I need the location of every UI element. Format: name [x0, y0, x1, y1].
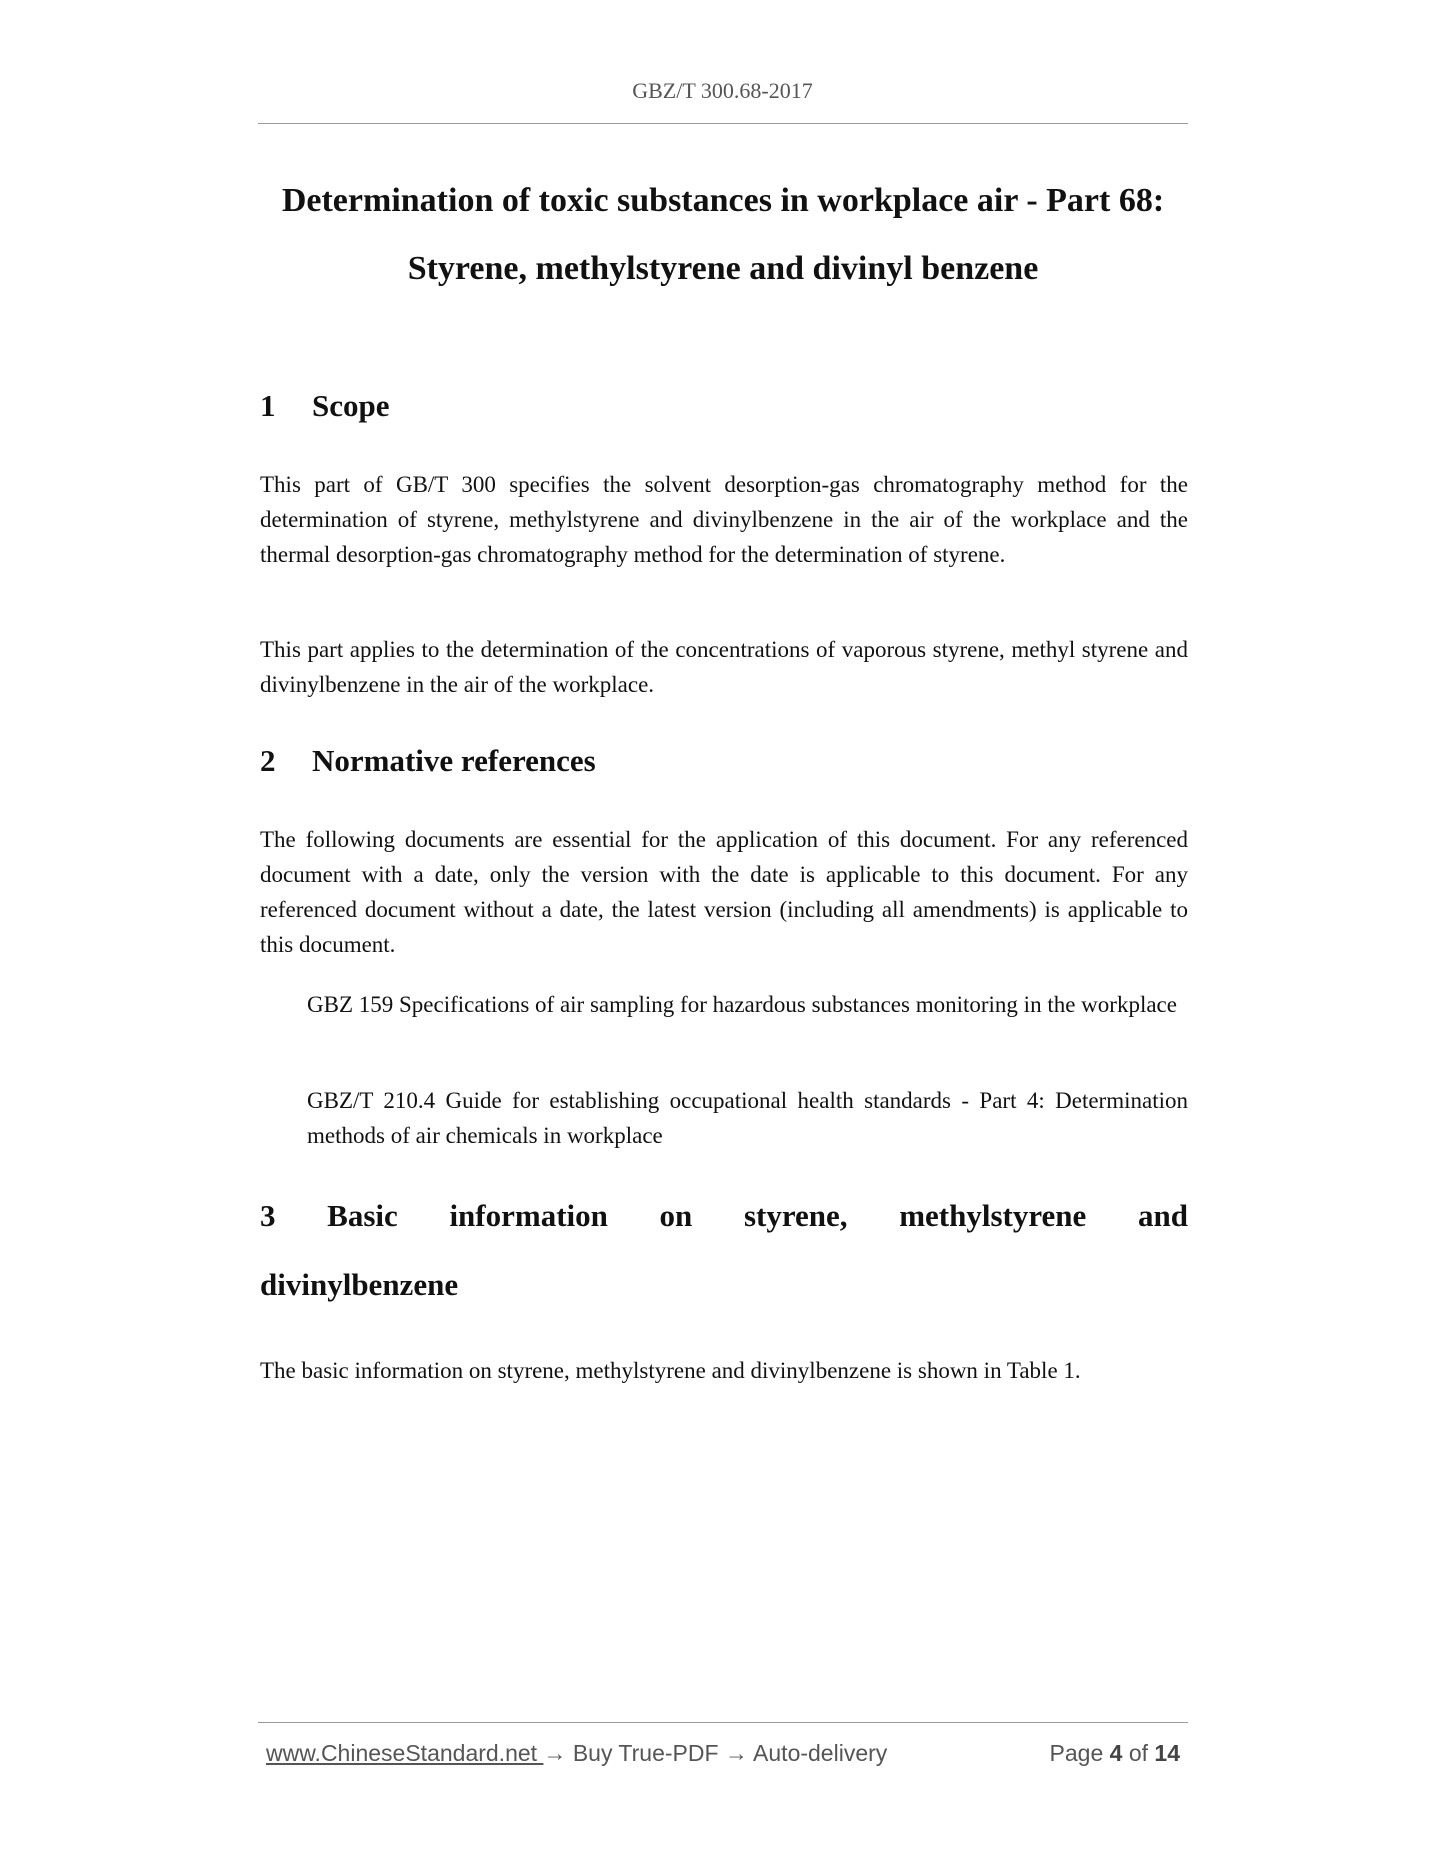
page-total: 14: [1154, 1740, 1180, 1766]
header-divider: [258, 123, 1188, 124]
document-title-line-1: Determination of toxic substances in workplace air - Part 68:: [281, 182, 1165, 219]
section-3-title-word: on: [659, 1198, 693, 1233]
footer-tagline: → Buy True-PDF → Auto-delivery: [543, 1740, 888, 1766]
section-2-paragraph-1: The following documents are essential for the application of this document. For any referenced document with a date, only the version with the date is applicable to this document. For any referenced document without a date, the latest version (including all amendments) is applicable to this document.: [260, 827, 1188, 957]
section-1-paragraph-2: This part applies to the determination of the concentrations of vaporous styrene, methyl styrene and divinylbenzene in the air of the workplace.: [260, 637, 1188, 697]
page-indicator: [1050, 1740, 1180, 1767]
reference-item: GBZ 159 Specifications of air sampling for hazardous substances monitoring in the workplace: [307, 992, 1177, 1017]
section-1-heading: [260, 388, 1188, 424]
page-of-label: of: [1128, 1740, 1149, 1766]
section-3-title-word: styrene,: [743, 1198, 848, 1233]
section-3-title-word: methylstyrene: [899, 1198, 1087, 1233]
section-1-title: Scope: [312, 388, 390, 423]
footer-divider: [258, 1722, 1188, 1723]
section-2-heading: [260, 743, 1188, 779]
section-3-title-word: information: [449, 1198, 608, 1233]
section-2-number: 2: [260, 743, 276, 778]
section-3-paragraph-1: The basic information on styrene, methylstyrene and divinylbenzene is shown in Table 1.: [260, 1358, 1081, 1383]
section-2-title: Normative references: [312, 743, 596, 778]
header-standard-code: GBZ/T 300.68-2017: [632, 78, 813, 103]
reference-item: GBZ/T 210.4 Guide for establishing occupational health standards - Part 4: Determination methods of air chemicals in workplace: [307, 1088, 1188, 1148]
page-footer: [266, 1740, 1180, 1767]
section-1-number: 1: [260, 388, 276, 423]
page-label: Page: [1049, 1740, 1104, 1766]
section-1-paragraph-1: This part of GB/T 300 specifies the solvent desorption-gas chromatography method for the determination of styrene, methylstyrene and divinylbenzene in the air of the workplace and the thermal desorption-gas chromatography method for the determination of styrene.: [260, 472, 1188, 567]
section-3-title-word: and: [1137, 1198, 1188, 1233]
page-current: 4: [1109, 1740, 1123, 1766]
website-link[interactable]: www.ChineseStandard.net: [266, 1740, 544, 1766]
section-3-number: 3: [260, 1198, 276, 1233]
section-3-title-tail: divinylbenzene: [260, 1267, 459, 1302]
section-3-title-word: Basic: [327, 1198, 398, 1233]
section-3-heading: [260, 1198, 1188, 1234]
document-title-line-2: Styrene, methylstyrene and divinyl benzene: [407, 250, 1039, 287]
